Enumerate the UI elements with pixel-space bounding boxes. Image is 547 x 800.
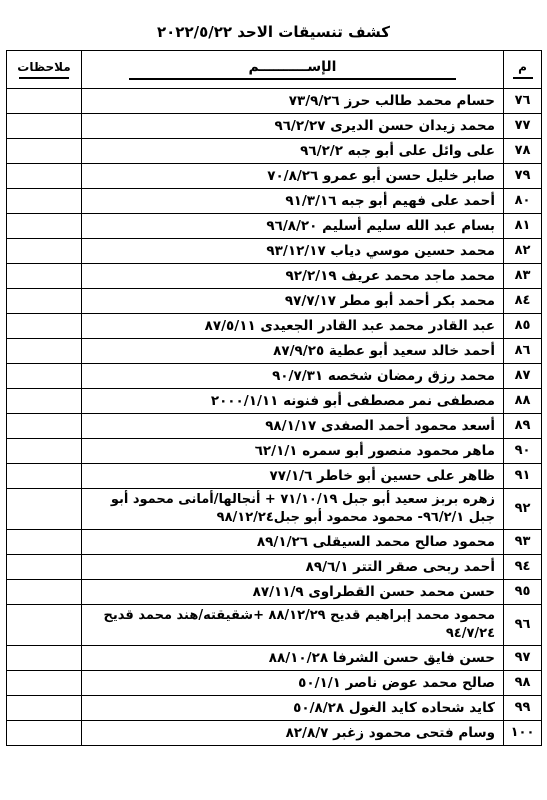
- row-name: حسن فايق حسن الشرفا ٨٨/١٠/٢٨: [82, 646, 504, 671]
- row-notes: [7, 264, 82, 289]
- header-notes: ملاحظات: [7, 51, 82, 89]
- row-notes: [7, 605, 82, 646]
- table-row: [7, 214, 542, 239]
- row-number: ١٠٠: [504, 721, 542, 746]
- row-name: محمد حسين موسي دياب ٩٣/١٢/١٧: [82, 239, 504, 264]
- row-number: ٨٧: [504, 364, 542, 389]
- table-row: [7, 114, 542, 139]
- table-row: [7, 696, 542, 721]
- row-number: ٩٨: [504, 671, 542, 696]
- row-number: ٧٦: [504, 89, 542, 114]
- table-row: [7, 264, 542, 289]
- table-row: [7, 89, 542, 114]
- header-number: م: [504, 51, 542, 89]
- row-name: على وائل على أبو جبه ٩٦/٢/٢: [82, 139, 504, 164]
- row-number: ٩٥: [504, 580, 542, 605]
- row-name: ظاهر على حسين أبو خاطر ٧٧/١/٦: [82, 464, 504, 489]
- row-name: زهره بربز سعيد أبو جبل ٧١/١٠/١٩ + أنجالها/أمانى محمود أبو جبل ٩٦/٢/١- محمود محمود أبو جبل٩٨/١٢/٢٤: [82, 489, 504, 530]
- row-notes: [7, 439, 82, 464]
- table-row: [7, 164, 542, 189]
- table-row: [7, 314, 542, 339]
- row-notes: [7, 389, 82, 414]
- table-header: [7, 51, 542, 89]
- row-number: ٨٤: [504, 289, 542, 314]
- names-table: [6, 50, 542, 746]
- row-number: ٩٠: [504, 439, 542, 464]
- row-name: مصطفى نمر مصطفى أبو فنونه ٢٠٠٠/١/١١: [82, 389, 504, 414]
- row-notes: [7, 114, 82, 139]
- row-number: ٨٥: [504, 314, 542, 339]
- row-number: ٨٩: [504, 414, 542, 439]
- table-row: [7, 439, 542, 464]
- table-row: [7, 464, 542, 489]
- header-name: الإســــــــــم: [82, 51, 504, 89]
- row-notes: [7, 530, 82, 555]
- row-notes: [7, 339, 82, 364]
- row-number: ٨٨: [504, 389, 542, 414]
- row-notes: [7, 555, 82, 580]
- row-name: وسام فتحى محمود زغبر ٨٢/٨/٧: [82, 721, 504, 746]
- table-row: [7, 364, 542, 389]
- row-notes: [7, 580, 82, 605]
- row-name: محمود محمد إبراهيم قديح ٨٨/١٢/٢٩ +شقيقته/هند محمد قديح ٩٤/٧/٢٤: [82, 605, 504, 646]
- table-row: [7, 555, 542, 580]
- row-number: ٩٩: [504, 696, 542, 721]
- row-notes: [7, 464, 82, 489]
- row-name: محمد ماجد محمد عريف ٩٢/٢/١٩: [82, 264, 504, 289]
- row-notes: [7, 239, 82, 264]
- table-row: [7, 530, 542, 555]
- row-number: ٨٣: [504, 264, 542, 289]
- row-name: أحمد خالد سعيد أبو عطية ٨٧/٩/٢٥: [82, 339, 504, 364]
- row-name: صابر خليل حسن أبو عمرو ٧٠/٨/٢٦: [82, 164, 504, 189]
- row-number: ٧٨: [504, 139, 542, 164]
- table-row: [7, 605, 542, 646]
- table-row: [7, 489, 542, 530]
- row-number: ٩٣: [504, 530, 542, 555]
- row-number: ٩١: [504, 464, 542, 489]
- row-name: بسام عبد الله سليم أسليم ٩٦/٨/٢٠: [82, 214, 504, 239]
- row-notes: [7, 289, 82, 314]
- row-number: ٩٦: [504, 605, 542, 646]
- row-name: حسام محمد طالب حرز ٧٣/٩/٢٦: [82, 89, 504, 114]
- document-title: كشف تنسيقات الاحد ٢٠٢٢/٥/٢٢: [157, 23, 390, 41]
- table-row: [7, 414, 542, 439]
- row-notes: [7, 364, 82, 389]
- row-notes: [7, 89, 82, 114]
- row-number: ٨٦: [504, 339, 542, 364]
- row-name: محمد زيدان حسن الديرى ٩٦/٢/٢٧: [82, 114, 504, 139]
- row-notes: [7, 164, 82, 189]
- row-name: أحمد ربحى صقر التتر ٨٩/٦/١: [82, 555, 504, 580]
- row-number: ٩٤: [504, 555, 542, 580]
- row-number: ٨٠: [504, 189, 542, 214]
- row-name: ماهر محمود منصور أبو سمره ٦٢/١/١: [82, 439, 504, 464]
- row-number: ٨٢: [504, 239, 542, 264]
- row-name: أسعد محمود أحمد الصفدى ٩٨/١/١٧: [82, 414, 504, 439]
- row-notes: [7, 646, 82, 671]
- row-number: ٧٧: [504, 114, 542, 139]
- row-number: ٧٩: [504, 164, 542, 189]
- table-row: [7, 239, 542, 264]
- table-row: [7, 339, 542, 364]
- row-notes: [7, 414, 82, 439]
- row-name: أحمد على فهيم أبو جبه ٩١/٣/١٦: [82, 189, 504, 214]
- table-row: [7, 189, 542, 214]
- row-name: محمد بكر أحمد أبو مطر ٩٧/٧/١٧: [82, 289, 504, 314]
- header-row: [7, 51, 542, 89]
- row-number: ٩٧: [504, 646, 542, 671]
- row-notes: [7, 189, 82, 214]
- row-notes: [7, 214, 82, 239]
- table-row: [7, 389, 542, 414]
- row-number: ٩٢: [504, 489, 542, 530]
- row-name: محمد رزق رمضان شخصه ٩٠/٧/٣١: [82, 364, 504, 389]
- row-notes: [7, 489, 82, 530]
- row-notes: [7, 721, 82, 746]
- table-row: [7, 580, 542, 605]
- row-notes: [7, 139, 82, 164]
- table-row: [7, 646, 542, 671]
- row-name: حسن محمد حسن القطراوى ٨٧/١١/٩: [82, 580, 504, 605]
- row-notes: [7, 314, 82, 339]
- table-body: [7, 89, 542, 746]
- row-notes: [7, 671, 82, 696]
- row-notes: [7, 696, 82, 721]
- table-row: [7, 721, 542, 746]
- table-row: [7, 139, 542, 164]
- row-number: ٨١: [504, 214, 542, 239]
- table-row: [7, 289, 542, 314]
- row-name: عبد القادر محمد عبد القادر الجعيدى ٨٧/٥/١١: [82, 314, 504, 339]
- row-name: كايد شحاده كايد الغول ٥٠/٨/٢٨: [82, 696, 504, 721]
- row-name: صالح محمد عوض ناصر ٥٠/١/١: [82, 671, 504, 696]
- row-name: محمود صالح محمد السيقلى ٨٩/١/٢٦: [82, 530, 504, 555]
- table-row: [7, 671, 542, 696]
